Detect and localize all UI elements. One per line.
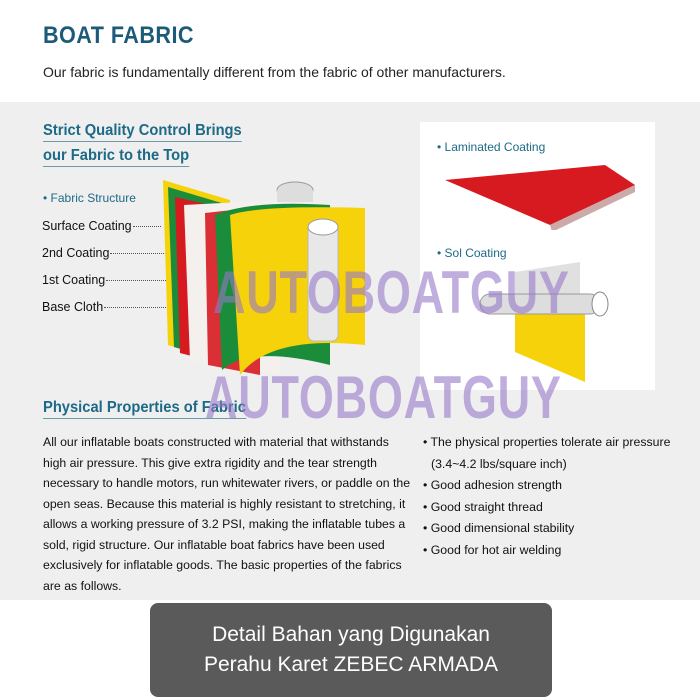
list-item: • Good for hot air welding [423,542,562,557]
caption-box [150,603,552,697]
layer-name: 2nd Coating [42,246,110,260]
sol-coating-label: • Sol Coating [437,246,507,260]
page-title: BOAT FABRIC [43,22,194,49]
layer-name: 1st Coating [42,273,106,287]
caption-line2: Perahu Karet ZEBEC ARMADA [203,653,499,676]
caption-line1: Detail Bahan yang Digunakan [212,623,490,646]
list-item: (3.4~4.2 lbs/square inch) [431,456,567,471]
list-item: • Good dimensional stability [423,521,575,535]
layer-label [42,273,174,287]
layer-label [42,219,161,233]
layer-name: Surface Coating [42,219,132,233]
properties-heading: Physical Properties of Fabric [43,399,246,419]
laminated-coating-image [440,160,640,230]
list-item: • The physical properties tolerate air pressure [423,435,671,449]
watermark: AUTOBOATGUY [213,259,570,326]
laminated-coating-label: • Laminated Coating [437,140,546,154]
fabric-structure-label: • Fabric Structure [43,191,136,205]
layer-label [42,246,168,260]
properties-list [423,432,670,561]
quality-heading-line2: our Fabric to the Top [43,147,189,167]
page-subtitle: Our fabric is fundamentally different from the fabric of other manufacturers. [43,64,506,80]
layer-name: Base Cloth [42,300,104,314]
watermark: AUTOBOATGUY [205,364,562,431]
list-item: • Good straight thread [423,499,543,514]
coating-panel [420,122,655,390]
quality-heading-line1: Strict Quality Control Brings [43,122,242,142]
list-item: • Good adhesion strength [423,478,562,492]
properties-paragraph: All our inflatable boats constructed with material that withstands high air pressure. This give extra rigidity and the tear strength necessary to handle motors, run whitewater rivers, or paddle on the open seas. Because this material is highly resistant to stretching, it allows a working pressure of 3.2 PSI, making the inflatable tubes a sold, rigid structure. Our inflatable boat fabrics have been used exclusively for inflatable goods. The basic properties of the fabrics are as follows. [43,435,411,593]
